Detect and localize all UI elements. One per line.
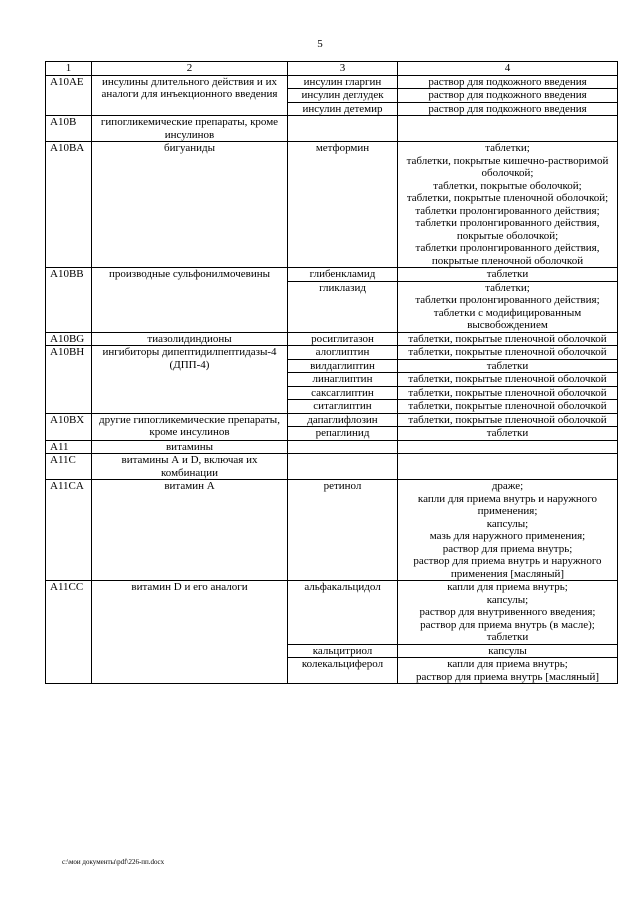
table-row xyxy=(46,75,618,89)
drug-name-cell xyxy=(288,116,398,142)
drug-name-cell: альфакальцидол xyxy=(288,581,398,645)
dosage-form-line: раствор для приема внутрь [масляный] xyxy=(416,670,599,683)
table-row xyxy=(46,413,618,427)
drug-name-cell: инсулин деглудек xyxy=(288,89,398,103)
atc-code-cell: A11 xyxy=(46,440,92,454)
atc-code-cell: A10BA xyxy=(46,142,92,268)
anatomical-group-cell: витамины xyxy=(92,440,288,454)
dosage-form-line: таблетки xyxy=(486,268,529,280)
dosage-form-line: таблетки xyxy=(486,359,529,372)
dosage-form-line: мазь для наружного применения; xyxy=(429,530,586,542)
drug-name-cell: инсулин гларгин xyxy=(288,75,398,89)
anatomical-group-cell: другие гипогликемические препараты, кроме инсулинов xyxy=(92,413,288,440)
anatomical-group-cell: гипогликемические препараты, кроме инсулинов xyxy=(92,116,288,142)
anatomical-group-cell: инсулины длительного действия и их аналоги для инъекционного введения xyxy=(92,75,288,116)
dosage-form-line: таблетки, покрытые пленочной оболочкой xyxy=(408,400,607,412)
table-header-row xyxy=(46,62,618,76)
dosage-form-line: раствор для приема внутрь (в масле); xyxy=(420,618,595,631)
dosage-form-line: раствор для внутривенного введения; xyxy=(419,606,596,618)
dosage-forms-cell xyxy=(398,480,618,581)
drug-name-cell: колекальциферол xyxy=(288,658,398,684)
drug-name-cell: метформин xyxy=(288,142,398,268)
dosage-form-line: таблетки, покрытые оболочкой; xyxy=(433,179,582,192)
dosage-form-line: раствор для подкожного введения xyxy=(428,75,587,88)
dosage-form-line: таблетки; xyxy=(485,281,530,294)
dosage-forms-cell xyxy=(398,400,618,414)
drug-name-cell: репаглинид xyxy=(288,427,398,441)
drug-name-cell: глибенкламид xyxy=(288,268,398,282)
drug-name-cell: гликлазид xyxy=(288,281,398,332)
drug-name-cell: ретинол xyxy=(288,480,398,581)
atc-code-cell: A10B xyxy=(46,116,92,142)
drug-name-cell: линаглиптин xyxy=(288,373,398,387)
drug-name-cell: дапаглифлозин xyxy=(288,413,398,427)
anatomical-group-cell: витамины А и D, включая их комбинации xyxy=(92,454,288,480)
dosage-form-line: таблетки пролонгированного действия; xyxy=(415,294,600,306)
dosage-form-line: таблетки, покрытые пленочной оболочкой xyxy=(408,373,607,385)
dosage-forms-cell xyxy=(398,102,618,116)
dosage-form-line: таблетки, покрытые пленочной оболочкой xyxy=(408,386,607,399)
atc-code-cell: A11CA xyxy=(46,480,92,581)
dosage-form-line: раствор для подкожного введения xyxy=(428,102,587,115)
anatomical-group-cell: витамин D и его аналоги xyxy=(92,581,288,684)
header-cell-4: 4 xyxy=(398,62,618,76)
dosage-form-line: раствор для приема внутрь; xyxy=(442,542,573,555)
atc-code-cell: A11CC xyxy=(46,581,92,684)
dosage-form-line: таблетки; xyxy=(485,142,530,154)
drug-name-cell: кальцитриол xyxy=(288,644,398,658)
table-row xyxy=(46,346,618,360)
dosage-form-line: таблетки, покрытые пленочной оболочкой xyxy=(408,346,607,358)
anatomical-group-cell: витамин А xyxy=(92,480,288,581)
dosage-form-line: таблетки с модифицированным высвобождением xyxy=(433,306,582,331)
dosage-forms-cell xyxy=(398,268,618,282)
drug-name-cell xyxy=(288,440,398,454)
anatomical-group-cell: тиазолидиндионы xyxy=(92,332,288,346)
dosage-form-line: таблетки пролонгированного действия, покрытые пленочной оболочкой xyxy=(415,242,600,267)
dosage-form-line: капли для приема внутрь и наружного применения; xyxy=(417,492,598,517)
anatomical-group-cell: производные сульфонилмочевины xyxy=(92,268,288,333)
drug-name-cell xyxy=(288,454,398,480)
dosage-form-line: капсулы; xyxy=(486,593,529,606)
table-row xyxy=(46,581,618,645)
dosage-form-line: драже; xyxy=(491,480,524,492)
drug-name-cell: саксаглиптин xyxy=(288,386,398,400)
dosage-form-line: капли для приема внутрь; xyxy=(447,581,568,593)
atc-code-cell: A10BG xyxy=(46,332,92,346)
dosage-form-line: раствор для подкожного введения xyxy=(428,89,587,101)
dosage-form-line: таблетки xyxy=(486,631,529,643)
drug-table xyxy=(45,61,618,684)
anatomical-group-cell: ингибиторы дипептидилпептидазы-4 (ДПП-4) xyxy=(92,346,288,414)
table-row xyxy=(46,142,618,268)
atc-code-cell: A10BX xyxy=(46,413,92,440)
dosage-forms-cell xyxy=(398,386,618,400)
dosage-forms-cell xyxy=(398,346,618,360)
dosage-forms-cell xyxy=(398,581,618,645)
drug-name-cell: алоглиптин xyxy=(288,346,398,360)
dosage-forms-cell xyxy=(398,116,618,142)
header-cell-3: 3 xyxy=(288,62,398,76)
footer-file-path: c:\мои документы\pdf\226-пп.docx xyxy=(62,858,165,866)
table-row xyxy=(46,454,618,480)
table-row xyxy=(46,116,618,142)
drug-name-cell: ситаглиптин xyxy=(288,400,398,414)
dosage-forms-cell xyxy=(398,281,618,332)
dosage-forms-cell xyxy=(398,658,618,684)
dosage-form-line: таблетки, покрытые пленочной оболочкой xyxy=(408,332,607,345)
dosage-form-line: таблетки, покрытые пленочной оболочкой xyxy=(408,413,607,426)
page-number: 5 xyxy=(317,38,323,50)
dosage-form-line: капсулы; xyxy=(486,517,529,530)
drug-name-cell: инсулин детемир xyxy=(288,102,398,116)
dosage-forms-cell xyxy=(398,440,618,454)
drug-name-cell: росиглитазон xyxy=(288,332,398,346)
atc-code-cell: A11C xyxy=(46,454,92,480)
dosage-forms-cell xyxy=(398,332,618,346)
table-row xyxy=(46,268,618,282)
dosage-form-line: таблетки, покрытые кишечно-растворимой оболочкой; xyxy=(406,154,609,179)
table-row xyxy=(46,440,618,454)
table-row xyxy=(46,480,618,581)
atc-code-cell: A10AE xyxy=(46,75,92,116)
dosage-form-line: таблетки xyxy=(486,427,529,439)
dosage-form-line: таблетки, покрытые пленочной оболочкой; таблетки пролонгированного действия; xyxy=(406,192,609,217)
dosage-forms-cell xyxy=(398,75,618,89)
anatomical-group-cell: бигуаниды xyxy=(92,142,288,268)
dosage-forms-cell xyxy=(398,373,618,387)
dosage-forms-cell xyxy=(398,427,618,441)
header-cell-1: 1 xyxy=(46,62,92,76)
dosage-form-line: таблетки пролонгированного действия, покрытые оболочкой; xyxy=(415,217,600,242)
drug-name-cell: вилдаглиптин xyxy=(288,359,398,373)
dosage-forms-cell xyxy=(398,413,618,427)
table-row xyxy=(46,332,618,346)
dosage-forms-cell xyxy=(398,454,618,480)
dosage-forms-cell xyxy=(398,359,618,373)
dosage-forms-cell xyxy=(398,644,618,658)
dosage-form-line: капсулы xyxy=(488,644,527,657)
dosage-forms-cell xyxy=(398,89,618,103)
atc-code-cell: A10BB xyxy=(46,268,92,333)
atc-code-cell: A10BH xyxy=(46,346,92,414)
header-cell-2: 2 xyxy=(92,62,288,76)
dosage-forms-cell xyxy=(398,142,618,268)
dosage-form-line: капли для приема внутрь; xyxy=(447,658,568,670)
dosage-form-line: раствор для приема внутрь и наружного применения [масляный] xyxy=(413,555,602,580)
